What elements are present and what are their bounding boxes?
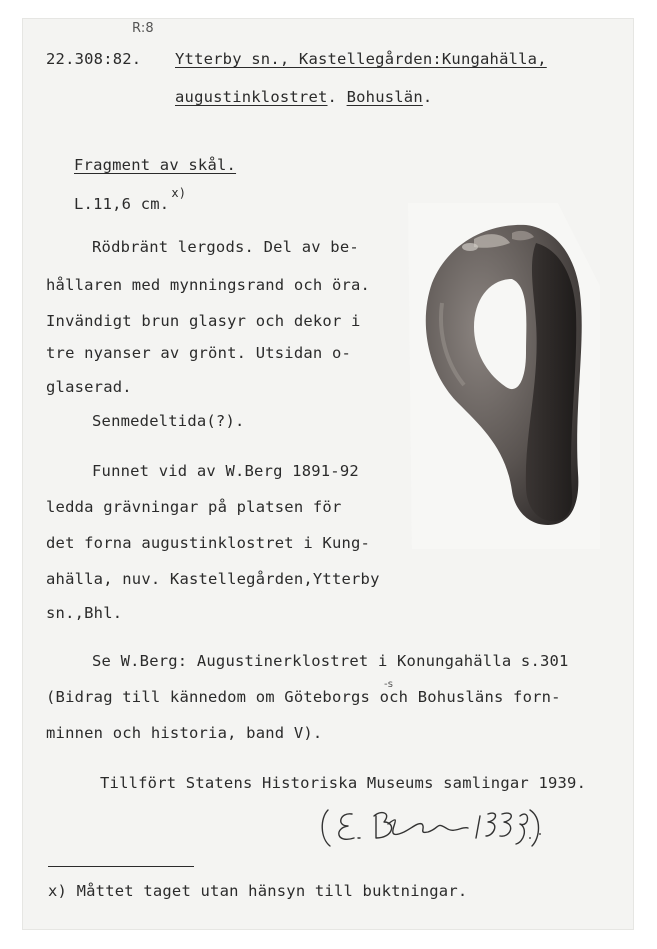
- location-separator: .: [327, 88, 347, 106]
- handwritten-signature: [318, 804, 548, 850]
- description-line-1: Rödbränt lergods. Del av be-: [92, 238, 359, 256]
- location-line-1: Ytterby sn., Kastellegården:Kungahälla,: [175, 50, 547, 68]
- measurement-value: L.11,6 cm.: [74, 195, 170, 213]
- handwritten-code: R:8: [132, 21, 154, 36]
- catalog-number: 22.308:82.: [46, 50, 142, 68]
- footnote-mark: x): [171, 186, 187, 200]
- find-info-line-1: Funnet vid av W.Berg 1891-92: [92, 462, 359, 480]
- location-line-2: [175, 88, 432, 106]
- accession-note: Tillfört Statens Historiska Museums samlingar 1939.: [100, 774, 587, 792]
- find-info-line-5: sn.,Bhl.: [46, 604, 123, 622]
- location-period: .: [422, 88, 433, 106]
- footnote-rule: [48, 866, 194, 867]
- artifact-photo: [408, 203, 600, 549]
- description-line-5: glaserad.: [46, 378, 132, 396]
- description-line-4: tre nyanser av grönt. Utsidan o-: [46, 344, 352, 362]
- reference-handwritten-insert: -s: [384, 679, 394, 690]
- object-title: Fragment av skål.: [74, 156, 237, 174]
- dating: Senmedeltida(?).: [92, 412, 245, 430]
- description-line-3: Invändigt brun glasyr och dekor i: [46, 312, 361, 330]
- description-line-2: hållaren med mynningsrand och öra.: [46, 276, 371, 294]
- reference-line-1: Se W.Berg: Augustinerklostret i Konungahälla s.301: [92, 652, 569, 670]
- location-province: Bohuslän: [346, 88, 423, 106]
- measurement: [74, 186, 187, 214]
- location-monastery: augustinklostret: [175, 88, 328, 106]
- signature-drawing: [318, 804, 548, 850]
- reference-line-3: minnen och historia, band V).: [46, 724, 323, 742]
- bowl-fragment-image: [408, 203, 600, 549]
- reference-line-2: (Bidrag till kännedom om Göteborgs och Bohusläns forn-: [46, 688, 561, 706]
- find-info-line-4: ahälla, nuv. Kastellegården,Ytterby: [46, 570, 380, 588]
- footnote: x) Måttet taget utan hänsyn till buktningar.: [48, 882, 468, 900]
- find-info-line-2: ledda grävningar på platsen för: [46, 498, 342, 516]
- find-info-line-3: det forna augustinklostret i Kung-: [46, 534, 371, 552]
